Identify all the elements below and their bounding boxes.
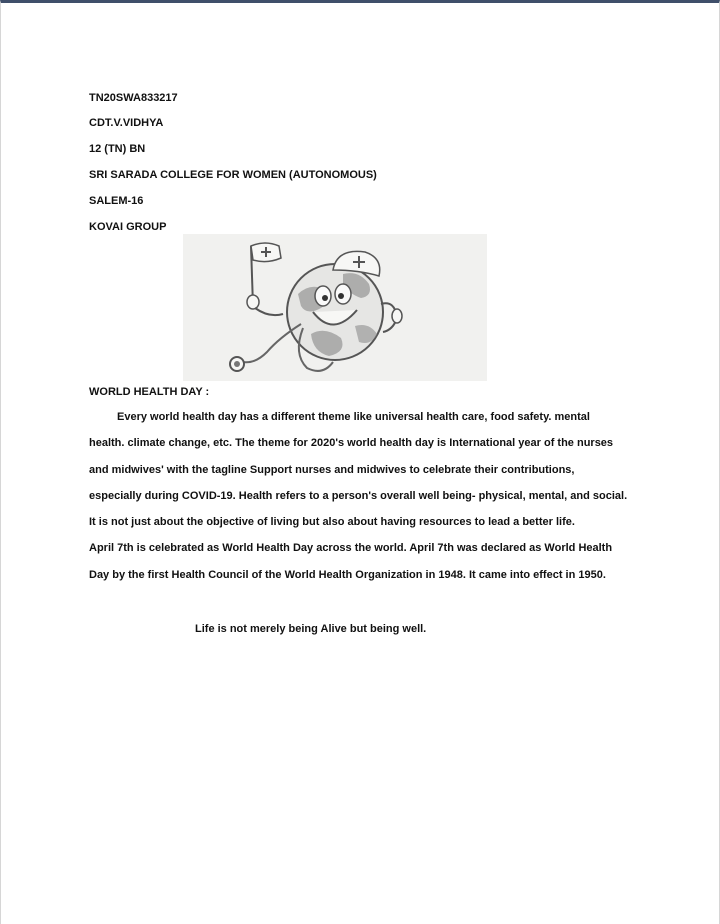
body-line: April 7th is celebrated as World Health Day across the world. April 7th was declared as World Health xyxy=(89,542,613,554)
registration-number: TN20SWA833217 xyxy=(89,92,178,104)
section-title: WORLD HEALTH DAY : xyxy=(89,386,210,398)
college-location: SALEM-16 xyxy=(89,195,144,207)
group-name: KOVAI GROUP xyxy=(89,221,167,233)
body-line: and midwives' with the tagline Support nurses and midwives to celebrate their contributions, xyxy=(89,464,575,476)
college-name: SRI SARADA COLLEGE FOR WOMEN (AUTONOMOUS) xyxy=(89,169,377,181)
cadet-name: CDT.V.VIDHYA xyxy=(89,117,164,129)
body-line: especially during COVID-19. Health refers to a person's overall well being- physical, mental, and social. xyxy=(89,490,628,502)
body-line: Day by the first Health Council of the World Health Organization in 1948. It came into effect in 1950. xyxy=(89,569,606,581)
body-line: Every world health day has a different theme like universal health care, food safety. mental xyxy=(117,411,590,423)
earth-nurse-illustration xyxy=(183,234,487,381)
closing-quote: Life is not merely being Alive but being well. xyxy=(195,623,427,635)
body-line: health. climate change, etc. The theme for 2020's world health day is International year of the nurses xyxy=(89,437,614,449)
battalion: 12 (TN) BN xyxy=(89,143,146,155)
cartoon-earth-nurse-with-flag-and-stethoscope-icon xyxy=(183,234,487,381)
body-line: It is not just about the objective of living but also about having resources to lead a better life. xyxy=(89,516,575,528)
